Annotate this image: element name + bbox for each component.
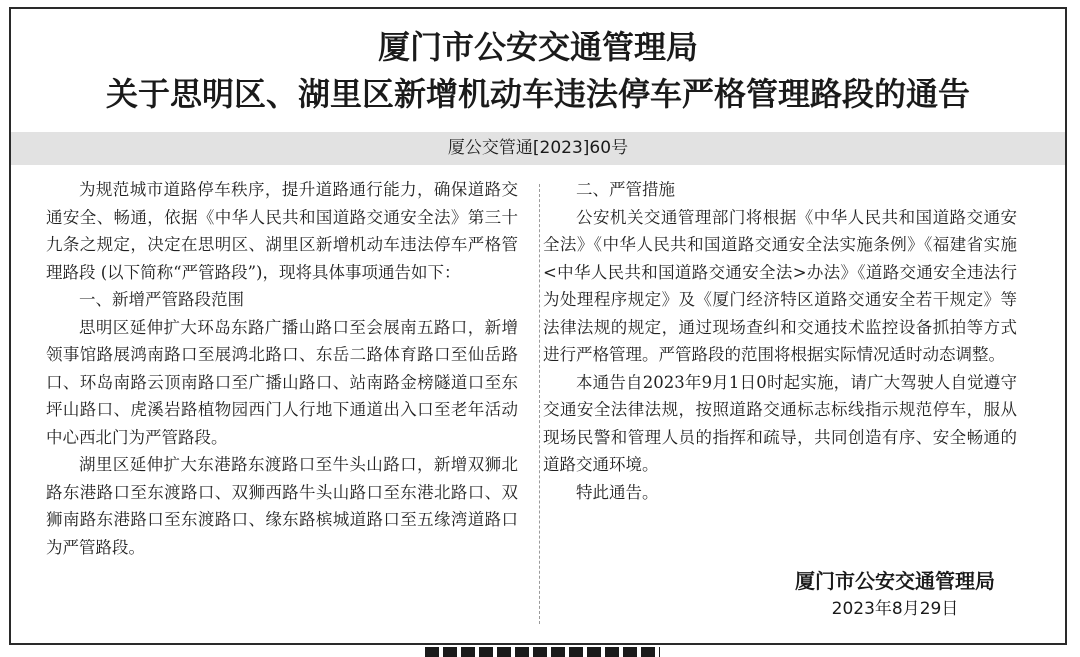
document-number: 厦公交管通[2023]60号 — [447, 138, 629, 158]
section2-heading: 二、严管措施 — [576, 180, 675, 199]
cropped-text-fragment — [425, 647, 660, 657]
effective-date-paragraph: 本通告自2023年9月1日0时起实施，请广大驾驶人自觉遵守交通安全法律法规，按照道路交通标志标线指示规范停车，服从现场民警和管理人员的指挥和疏导，共同创造有序、安全畅通的道路交通环境。 — [543, 372, 1017, 474]
signature-organization: 厦门市公安交通管理局 — [795, 569, 995, 593]
notice-title-issuer: 厦门市公安交通管理局 — [377, 28, 698, 66]
section1-huli-paragraph: 湖里区延伸扩大东港路东渡路口至牛头山路口，新增双狮北路东港路口至东渡路口、双狮西路牛头山路口至东港北路口、双狮南路东港路口至东渡路口、缘东路槟城道路口至五缘湾道路口为严管路段。 — [46, 455, 518, 557]
section1-heading: 一、新增严管路段范围 — [79, 290, 244, 309]
section1-siming-paragraph: 思明区延伸扩大环岛东路广播山路口至会展南五路口，新增领事馆路展鸿南路口至展鸿北路口、东岳二路体育路口至仙岳路口、环岛南路云顶南路口至广播山路口、站南路金榜隧道口至东坪山路口、虎溪岩路植物园西门人行地下通道出入口至老年活动中心西北门为严管路段。 — [46, 317, 518, 447]
column-divider — [539, 184, 540, 624]
left-column — [46, 176, 518, 561]
right-column — [543, 176, 1017, 506]
document-number-bar — [11, 132, 1065, 165]
section2-paragraph: 公安机关交通管理部门将根据《中华人民共和国道路交通安全法》《中华人民共和国道路交通安全法实施条例》《福建省实施<中华人民共和国道路交通安全法>办法》《道路交通安全违法行为处理程序规定》及《厦门经济特区道路交通安全若干规定》等法律法规的规定，通过现场查纠和交通技术监控设备抓拍等方式进行严格管理。严管路段的范围将根据实际情况适时动态调整。 — [543, 207, 1017, 364]
signature-date: 2023年8月29日 — [831, 599, 959, 619]
intro-paragraph: 为规范城市道路停车秩序，提升道路通行能力，确保道路交通安全、畅通，依据《中华人民共和国道路交通安全法》第三十九条之规定，决定在思明区、湖里区新增机动车违法停车严格管理路段 (以下简称“严管路段”)，现将具体事项通告如下： — [46, 180, 518, 282]
notice-title-subject: 关于思明区、湖里区新增机动车违法停车严格管理路段的通告 — [105, 75, 970, 113]
closing-line: 特此通告。 — [576, 482, 659, 502]
